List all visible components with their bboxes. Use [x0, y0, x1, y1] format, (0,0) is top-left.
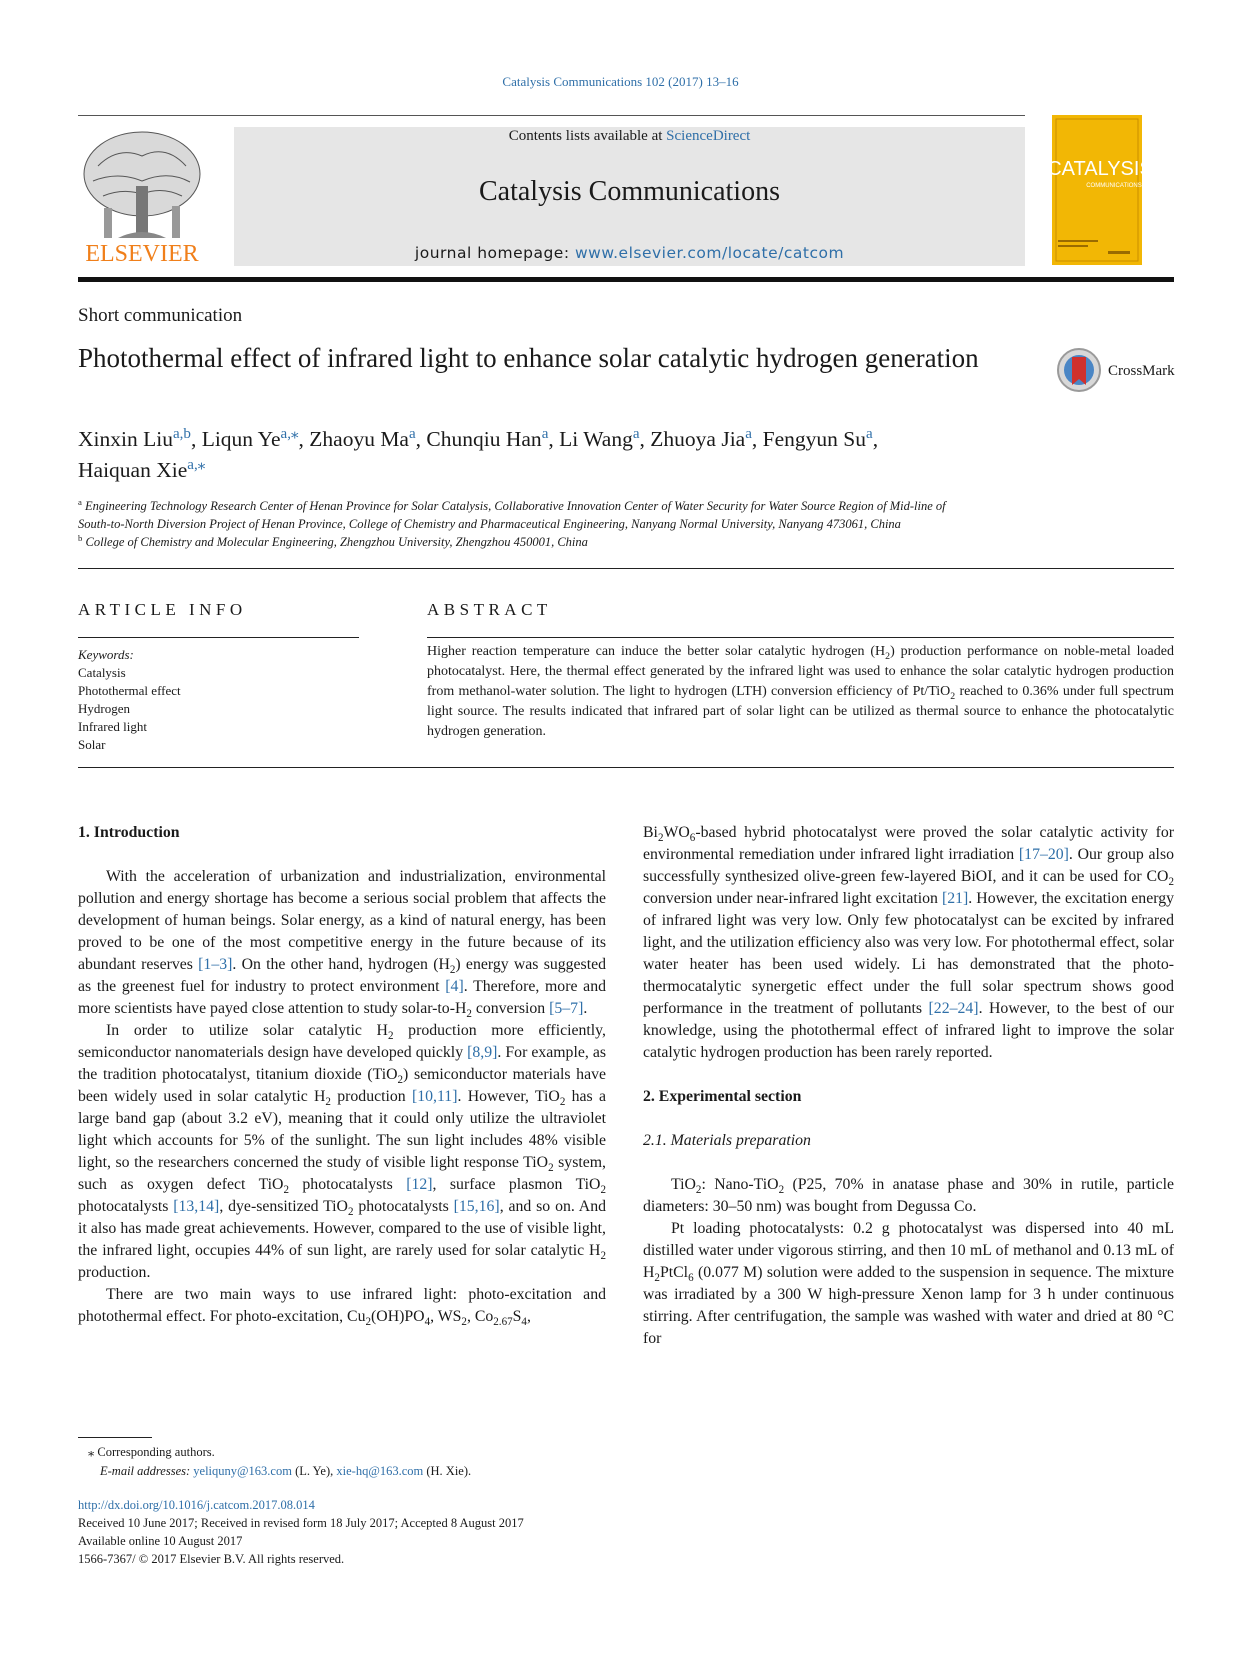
citation-link[interactable]: [15,16] — [453, 1198, 500, 1215]
citation-link[interactable]: [8,9] — [467, 1044, 498, 1061]
affiliation-line — [78, 533, 1078, 551]
rule-after-affiliations — [78, 568, 1174, 569]
keyword-item: Infrared light — [78, 719, 147, 734]
article-title: Photothermal effect of infrared light to enhance solar catalytic hydrogen generation — [78, 343, 979, 373]
affiliation-mark: b — [78, 532, 83, 543]
article-type: Short communication — [78, 305, 243, 326]
author-name[interactable]: Liqun Ye — [201, 427, 281, 451]
footnotes — [78, 1443, 471, 1481]
paragraph-materials-1: TiO$_2$: Nano-TiO$_2$ (P25, 70% in anatase phase and 30% in rutile, particle diameters: 30–50 nm) was bought from Degussa Co. — [643, 1176, 1174, 1215]
paragraph-intro-3-continued: $Bi_2WO_6$-based hybrid photocatalyst were proved the solar catalytic activity for environmental remediation under infrared light irradiation [17–20]. Our group also successfully synthesized olive-green few-layered BiOI, and it can be used for $CO_2$ conversion under near-infrared light excitation [21]. However, the excitation energy of infrared light was very low. Only few photocatalyst can be excited by infrared light, and the utilization efficiency also was very low. For photothermal effect, solar water heater has been used widely. Li has demonstrated that the photo-thermocatalytic synergetic effect under the full solar spectrum shows good performance in the treatment of pollutants [22–24]. However, to the best of our knowledge, using the photothermal effect of infrared light to improve the solar catalytic hydrogen production has been rarely reported. — [643, 824, 1174, 1061]
paragraph-materials-2: Pt loading photocatalysts: 0.2 g photocatalyst was dispersed into 40 mL distilled water under vigorous stirring, and then 10 mL of methanol and 0.13 mL of $H_2PtCl_6$ (0.077 M) solution were added to the suspension in sequence. The mixture was irradiated by a 300 W high-pressure Xenon lamp for 3 h under continuous stirring. After centrifugation, the sample was washed with water and dried at 80 °C for — [643, 1220, 1174, 1347]
paragraph-intro-3: There are two main ways to use infrared light: photo-excitation and photothermal effect. For photo-excitation, $Cu_2(OH)PO_4$, $WS_2$, $Co_{2.67}S_4$, — [78, 1286, 606, 1329]
header-thick-rule — [78, 277, 1174, 282]
footnote-rule — [78, 1437, 152, 1438]
citation-link[interactable]: [12] — [406, 1176, 433, 1193]
author-affiliation-mark[interactable]: a — [541, 425, 549, 442]
affiliation-text: South-to-North Diversion Project of Henan Province, College of Chemistry and Pharmaceutical Engineering, Nanyang Normal University, Nanyang 473061, China — [78, 517, 901, 531]
affiliation-text: Engineering Technology Research Center of Henan Province for Solar Catalysis, Collaborative Innovation Center of Water Security for Water Source Region of Mid-line of — [85, 499, 946, 513]
citation-link[interactable]: [13,14] — [173, 1198, 220, 1215]
email-link-ye[interactable]: yeliquny@163.com — [193, 1464, 292, 1478]
svg-text:ELSEVIER: ELSEVIER — [85, 241, 199, 267]
author-name[interactable]: Haiquan Xie — [78, 458, 188, 482]
abstract-text: Higher reaction temperature can induce the better solar catalytic hydrogen $(H_2)$ production performance on noble-metal loaded photocatalyst. Here, the thermal effect generated by the infrared light was used to enhance the solar catalytic hydrogen production from methanol-water solution. The light to hydrogen (LTH) conversion efficiency of Pt/TiO$_2$ reached to 0.36% under full spectrum light source. The results indicated that infrared part of solar light can be utilized as thermal source to enhance the photocatalytic hydrogen generation. — [427, 644, 1174, 739]
contents-available-line: Contents lists available at ScienceDirect — [508, 128, 751, 144]
paragraph-intro-1: With the acceleration of urbanization and industrialization, environmental pollution and energy shortage has become a serious social problem that affects the development of human beings. Solar energy, as a kind of natural energy, has been proved to be one of the most competitive energy in the future because of its abundant reserves [1–3]. On the other hand, hydrogen $(H_2)$ energy was suggested as the greenest fuel for industry to protect environment [4]. Therefore, more and more scientists have payed close attention to study solar-$to-H_2$ conversion [5–7]. — [78, 868, 606, 1021]
author-affiliation-mark[interactable]: a — [408, 425, 416, 442]
citation-link[interactable]: [21] — [941, 890, 969, 907]
crossmark-icon — [1056, 347, 1102, 393]
journal-homepage-line: journal homepage: www.elsevier.com/locate/catcom — [414, 244, 845, 262]
author-separator: , — [548, 427, 560, 451]
author-affiliation-mark[interactable]: a — [632, 425, 640, 442]
header-top-rule — [78, 115, 1025, 116]
svg-text:COMMUNICATIONS: COMMUNICATIONS — [1086, 183, 1142, 189]
svg-text:CATALYSIS: CATALYSIS — [1047, 158, 1153, 180]
author-name[interactable]: Zhuoya Jia — [650, 427, 746, 451]
affiliation-text: College of Chemistry and Molecular Engineering, Zhengzhou University, Zhengzhou 450001, China — [85, 535, 588, 549]
affiliations — [78, 497, 1078, 551]
affiliation-line — [78, 497, 1078, 515]
author-list — [78, 424, 1038, 486]
elsevier-tree-logo — [78, 126, 206, 266]
author-name[interactable]: Fengyun Su — [762, 427, 866, 451]
article-info-rule — [78, 637, 359, 638]
author-affiliation-mark[interactable]: a,⁎ — [280, 425, 299, 442]
section-heading-experimental: 2. Experimental section — [643, 1088, 802, 1105]
author-separator: , — [415, 427, 427, 451]
author-affiliation-mark[interactable]: a,b — [172, 425, 191, 442]
crossmark-badge[interactable] — [1056, 347, 1181, 395]
journal-reference-link[interactable]: Catalysis Communications 102 (2017) 13–16 — [502, 74, 739, 89]
affiliation-mark: a — [78, 496, 82, 507]
citation-link[interactable]: [1–3] — [198, 956, 233, 973]
doi-link[interactable]: http://dx.doi.org/10.1016/j.catcom.2017.08.014 — [78, 1498, 315, 1512]
author-affiliation-mark[interactable]: a — [745, 425, 752, 442]
author-name[interactable]: Chunqiu Han — [426, 427, 542, 451]
citation-link[interactable]: [4] — [445, 978, 464, 995]
keyword-item: Hydrogen — [78, 701, 130, 716]
online-date: Available online 10 August 2017 — [78, 1534, 243, 1548]
author-affiliation-mark[interactable]: a — [866, 425, 873, 442]
keyword-item: Catalysis — [78, 665, 126, 680]
keyword-item: Solar — [78, 737, 106, 752]
body-column-left — [78, 822, 606, 1328]
author-separator: , — [751, 427, 763, 451]
journal-cover-thumbnail[interactable] — [1047, 115, 1153, 265]
author-separator: , — [298, 427, 310, 451]
author-separator: , — [639, 427, 651, 451]
abstract-rule — [427, 637, 1174, 638]
author-name[interactable]: Li Wang — [559, 427, 633, 451]
author-separator: , — [190, 427, 202, 451]
author-name[interactable]: Zhaoyu Ma — [309, 427, 409, 451]
received-dates: Received 10 June 2017; Received in revised form 18 July 2017; Accepted 8 August 2017 — [78, 1516, 524, 1530]
article-info-heading: ARTICLE INFO — [78, 600, 247, 619]
citation-link[interactable]: [17–20] — [1018, 846, 1069, 863]
abstract-heading: ABSTRACT — [427, 600, 552, 619]
keyword-list — [78, 664, 181, 754]
section-heading-introduction: 1. Introduction — [78, 824, 180, 841]
citation-link[interactable]: [10,11] — [411, 1088, 458, 1105]
keywords-label: Keywords: — [78, 647, 134, 662]
rule-after-abstract — [78, 767, 1174, 768]
email-link-xie[interactable]: xie-hq@163.com — [336, 1464, 424, 1478]
publication-info — [78, 1496, 524, 1568]
subsection-heading-materials: 2.1. Materials preparation — [643, 1132, 811, 1149]
paragraph-intro-2: In order to utilize solar catalytic $H_2$ production more efficiently, semiconductor nanomaterials design have developed quickly [8,9]. For example, as the tradition photocatalyst, titanium dioxide (TiO$_2$) semiconductor materials have been widely used in solar catalytic $H_2$ production [10,11]. However, TiO$_2$ has a large band gap (about 3.2 eV), meaning that it could only utilize the ultraviolet light which accounts for 5% of the sunlight. The sun light includes 48% visible light, so the researchers concerned the study of visible light response TiO$_2$ system, such as oxygen defect TiO$_2$ photocatalysts [12], surface plasmon TiO$_2$ photocatalysts [13,14], dye-sensitized TiO$_2$ photocatalysts [15,16], and so on. And it also has made great achievements. However, compared to the use of visible light, the infrared light, occupies 44% of sun light, are rarely used for solar catalytic $H_2$ production. — [78, 1022, 607, 1281]
citation-link[interactable]: [22–24] — [928, 1000, 979, 1017]
body-column-right — [643, 822, 1174, 1350]
keywords-block — [78, 646, 181, 754]
email-addresses: E-mail addresses: yeliquny@163.com (L. Ye), xie-hq@163.com (H. Xie). — [100, 1464, 472, 1478]
copyright-line: 1566-7367/ © 2017 Elsevier B.V. All rights reserved. — [78, 1552, 345, 1566]
sciencedirect-link[interactable]: ScienceDirect — [666, 128, 751, 144]
author-separator: , — [872, 427, 879, 451]
citation-link[interactable]: [5–7] — [549, 1000, 584, 1017]
keyword-item: Photothermal effect — [78, 683, 181, 698]
crossmark-label: CrossMark — [1108, 363, 1175, 379]
affiliation-line — [78, 515, 1078, 533]
author-affiliation-mark[interactable]: a,⁎ — [187, 456, 206, 473]
author-name[interactable]: Xinxin Liu — [78, 427, 173, 451]
journal-name: Catalysis Communications — [479, 176, 780, 207]
corresponding-author-note: ⁎ Corresponding authors. — [88, 1445, 215, 1459]
journal-homepage-link[interactable]: www.elsevier.com/locate/catcom — [575, 244, 845, 262]
